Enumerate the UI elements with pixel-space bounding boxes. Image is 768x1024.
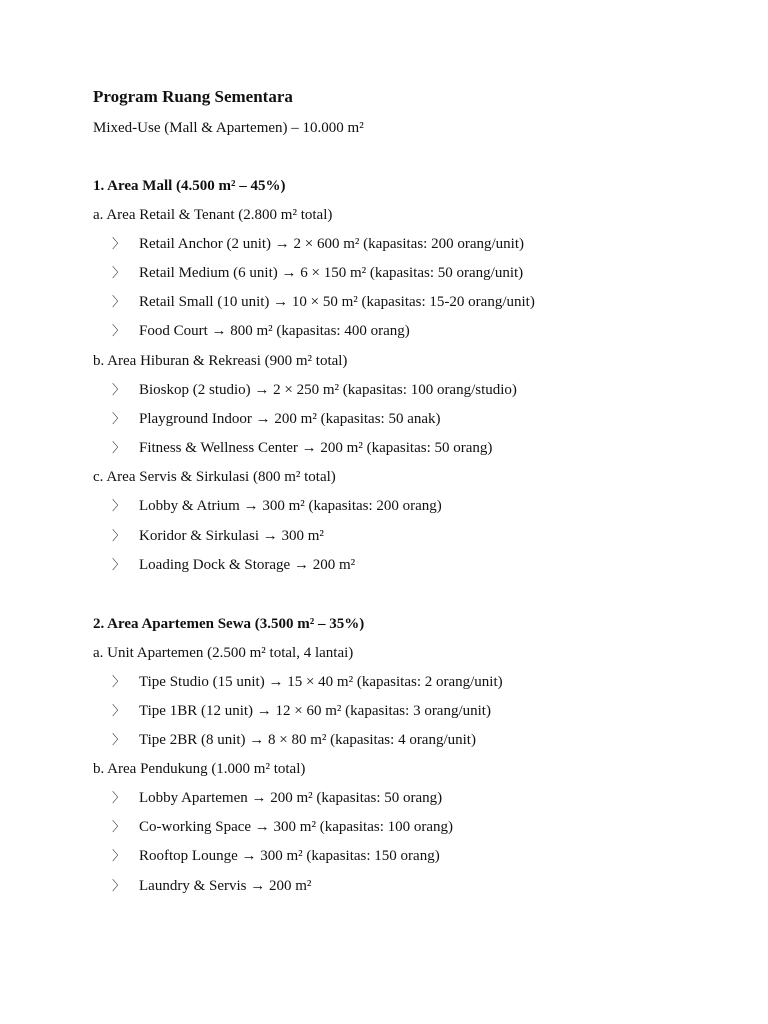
document-title: Program Ruang Sementara xyxy=(93,87,293,106)
list-item-text: Playground Indoor → 200 m² (kapasitas: 50 anak) xyxy=(139,411,441,427)
group-label: b. Area Hiburan & Rekreasi (900 m² total) xyxy=(93,353,348,369)
group-label: a. Unit Apartemen (2.500 m² total, 4 lantai) xyxy=(93,645,354,661)
list-item xyxy=(112,788,442,808)
chevron-right-icon: 〉 xyxy=(112,382,126,397)
list-item xyxy=(112,292,535,312)
list-item xyxy=(112,234,524,254)
list-item xyxy=(112,555,355,575)
chevron-right-icon: 〉 xyxy=(112,498,126,513)
group-label: b. Area Pendukung (1.000 m² total) xyxy=(93,761,306,777)
list-item-text: Tipe 2BR (8 unit) → 8 × 80 m² (kapasitas: 4 orang/unit) xyxy=(139,732,476,748)
group-label: c. Area Servis & Sirkulasi (800 m² total) xyxy=(93,469,336,485)
section-heading: 1. Area Mall (4.500 m² – 45%) xyxy=(93,178,286,194)
list-item xyxy=(112,672,503,692)
list-item-text: Fitness & Wellness Center → 200 m² (kapasitas: 50 orang) xyxy=(139,440,493,456)
list-item-text: Lobby Apartemen → 200 m² (kapasitas: 50 orang) xyxy=(139,790,443,806)
list-item-text: Bioskop (2 studio) → 2 × 250 m² (kapasitas: 100 orang/studio) xyxy=(139,382,517,398)
section-heading: 2. Area Apartemen Sewa (3.500 m² – 35%) xyxy=(93,616,365,632)
list-item-text: Rooftop Lounge → 300 m² (kapasitas: 150 orang) xyxy=(139,848,440,864)
chevron-right-icon: 〉 xyxy=(112,848,126,863)
chevron-right-icon: 〉 xyxy=(112,674,126,689)
list-item-text: Tipe 1BR (12 unit) → 12 × 60 m² (kapasitas: 3 orang/unit) xyxy=(139,703,491,719)
list-item xyxy=(112,409,441,429)
list-item-text: Lobby & Atrium → 300 m² (kapasitas: 200 orang) xyxy=(139,498,442,514)
chevron-right-icon: 〉 xyxy=(112,703,126,718)
list-item-text: Retail Anchor (2 unit) → 2 × 600 m² (kapasitas: 200 orang/unit) xyxy=(139,236,524,252)
list-item-text: Koridor & Sirkulasi → 300 m² xyxy=(139,528,324,544)
chevron-right-icon: 〉 xyxy=(112,411,126,426)
list-item-text: Retail Small (10 unit) → 10 × 50 m² (kapasitas: 15-20 orang/unit) xyxy=(139,294,535,310)
list-item-text: Loading Dock & Storage → 200 m² xyxy=(139,557,356,573)
chevron-right-icon: 〉 xyxy=(112,440,126,455)
group-label: a. Area Retail & Tenant (2.800 m² total) xyxy=(93,207,333,223)
chevron-right-icon: 〉 xyxy=(112,790,126,805)
list-item xyxy=(112,730,476,750)
chevron-right-icon: 〉 xyxy=(112,323,126,338)
list-item xyxy=(112,496,442,516)
document-subtitle: Mixed-Use (Mall & Apartemen) – 10.000 m² xyxy=(93,120,364,136)
chevron-right-icon: 〉 xyxy=(112,265,126,280)
chevron-right-icon: 〉 xyxy=(112,557,126,572)
list-item xyxy=(112,846,440,866)
list-item xyxy=(112,380,517,400)
chevron-right-icon: 〉 xyxy=(112,732,126,747)
list-item xyxy=(112,321,410,341)
chevron-right-icon: 〉 xyxy=(112,528,126,543)
list-item-text: Laundry & Servis → 200 m² xyxy=(139,878,312,894)
list-item-text: Retail Medium (6 unit) → 6 × 150 m² (kapasitas: 50 orang/unit) xyxy=(139,265,524,281)
list-item-text: Tipe Studio (15 unit) → 15 × 40 m² (kapasitas: 2 orang/unit) xyxy=(139,674,503,690)
chevron-right-icon: 〉 xyxy=(112,878,126,893)
chevron-right-icon: 〉 xyxy=(112,819,126,834)
list-item xyxy=(112,438,492,458)
list-item-text: Co-working Space → 300 m² (kapasitas: 100 orang) xyxy=(139,819,454,835)
list-item xyxy=(112,526,324,546)
list-item-text: Food Court → 800 m² (kapasitas: 400 orang) xyxy=(139,323,410,339)
list-item xyxy=(112,701,491,721)
list-item xyxy=(112,263,523,283)
list-item xyxy=(112,876,311,896)
chevron-right-icon: 〉 xyxy=(112,294,126,309)
chevron-right-icon: 〉 xyxy=(112,236,126,251)
list-item xyxy=(112,817,453,837)
